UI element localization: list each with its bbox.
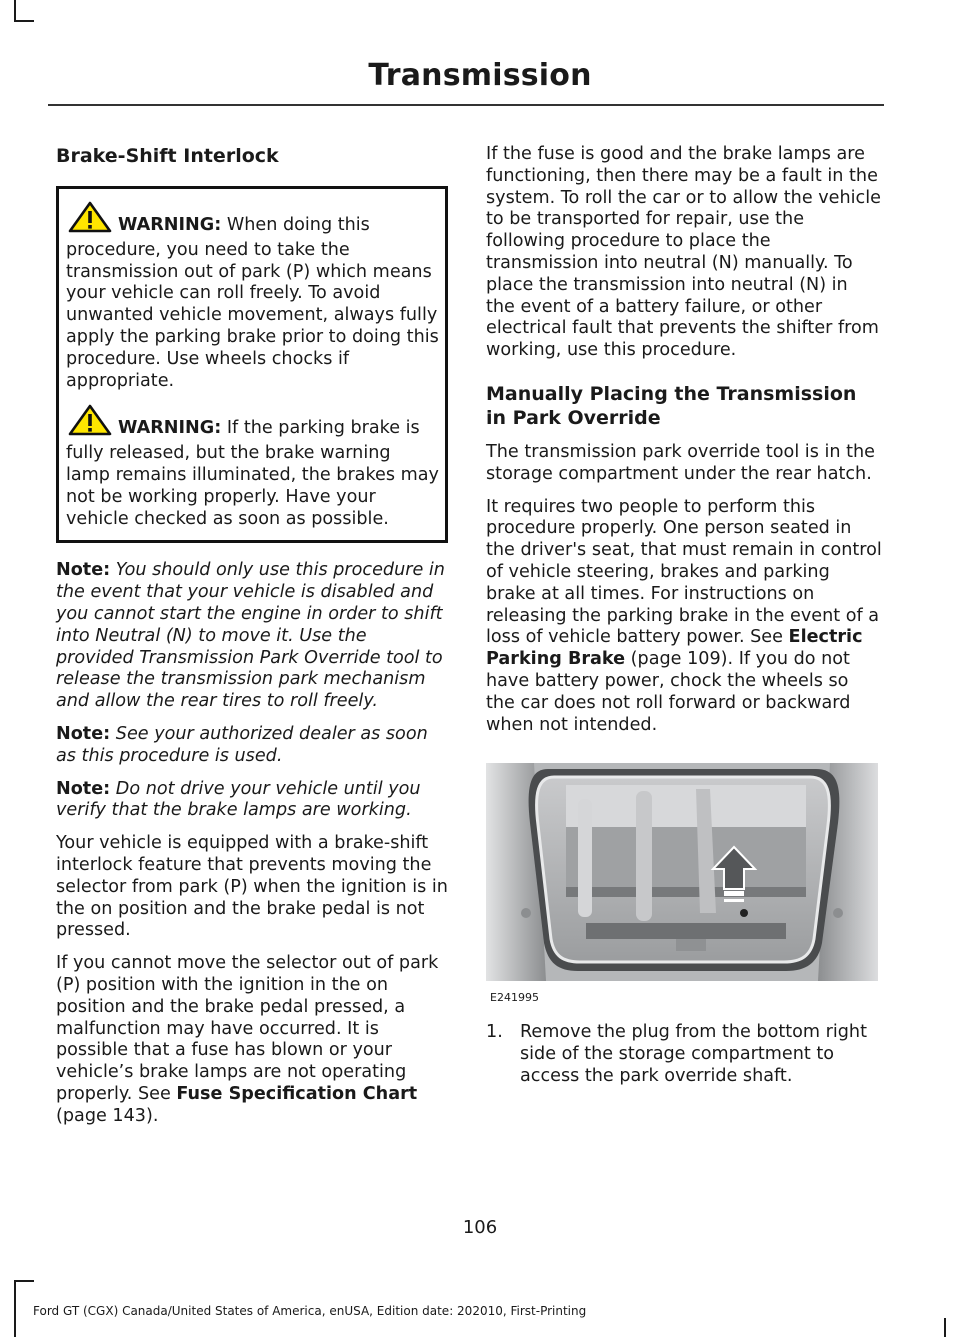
body-text: It requires two people to perform this procedure properly. One person seated in the driver's seat, that must remain in control of vehicle steering, brakes and parking brake at all times. For instructions on releasing the parking brake in the event of a loss of vehicle battery power. See (486, 496, 882, 648)
storage-compartment-illustration (486, 763, 878, 981)
cross-reference-link[interactable]: Electric Parking Brake (486, 627, 863, 670)
note-label: Note: (56, 778, 111, 799)
body-paragraph: If the fuse is good and the brake lamps are functioning, then there may be a fault in the system. To roll the car or to allow the vehicle to be transported for repair, use the following procedure to place the transmission into neutral (N) manually. To place the transmission into neutral (N) in the event of a battery failure, or other electrical fault that prevents the shifter from working, use this procedure. (486, 144, 881, 361)
note-label: Note: (56, 723, 111, 744)
warning-triangle-icon (68, 404, 112, 443)
note-text: You should only use this procedure in the event that your vehicle is disabled and you cannot start the engine in order to shift into Neutral (N) to move it. Use the provided Transmission Park Override tool to release the transmission park mechanism and allow the rear tires to roll freely. (56, 560, 445, 712)
right-column (486, 144, 882, 1088)
crop-mark (14, 1280, 16, 1337)
step-text: Remove the plug from the bottom right side of the storage compartment to access the park override shaft. (520, 1022, 867, 1086)
body-text: (page 143). (56, 1105, 159, 1126)
note-paragraph (56, 779, 448, 823)
figure-code: E241995 (490, 991, 539, 1005)
section-heading: Brake-Shift Interlock (56, 145, 279, 167)
warning-label: WARNING: (118, 418, 222, 439)
page-title: Transmission (368, 58, 592, 93)
body-text: (page 109). If you do not have battery power, chock the wheels so the car does not roll forward or backward when not intended. (486, 649, 851, 735)
header-divider (48, 104, 884, 106)
warning-paragraph (66, 404, 439, 530)
note-label: Note: (56, 560, 111, 581)
warning-label: WARNING: (118, 215, 222, 235)
warning-text: When doing this procedure, you need to take the transmission out of park (P) which means your vehicle can roll freely. To avoid unwanted vehicle movement, always fully apply the parking brake prior to doing this procedure. Use wheels chocks if appropriate. (66, 215, 439, 391)
body-text: If you cannot move the selector out of park (P) position with the ignition in the on position and the brake pedal pressed, a malfunction may have occurred. It is possible that a fuse has blown or your vehicle’s brake lamps are not operating properly. See (56, 953, 439, 1104)
note-text: See your authorized dealer as soon as this procedure is used. (56, 723, 428, 766)
footer-text: Ford GT (CGX) Canada/United States of America, enUSA, Edition date: 202010, First-Printing (33, 1304, 587, 1318)
crop-mark (14, 20, 34, 22)
note-paragraph (56, 724, 448, 768)
section-heading: Manually Placing the Transmission in Park Override (486, 382, 857, 429)
warning-paragraph (66, 201, 439, 392)
warning-triangle-icon (68, 201, 112, 240)
page-number: 106 (462, 1217, 498, 1238)
warning-box (56, 186, 448, 543)
crop-mark (944, 1318, 946, 1337)
note-text: Do not drive your vehicle until you verify that the brake lamps are working. (56, 778, 421, 821)
body-paragraph (486, 497, 882, 737)
cross-reference-link[interactable]: Fuse Specification Chart (176, 1083, 418, 1104)
warning-text: If the parking brake is fully released, but the brake warning lamp remains illuminated, the brakes may not be working properly. Have your vehicle checked as soon as possible. (66, 418, 439, 529)
body-paragraph (56, 953, 448, 1127)
crop-mark (14, 0, 16, 20)
body-paragraph: The transmission park override tool is in the storage compartment under the rear hatch. (486, 441, 875, 484)
left-column (56, 144, 448, 1138)
note-paragraph (56, 560, 448, 713)
step-item (486, 1022, 882, 1087)
crop-mark (14, 1280, 34, 1282)
step-number: 1. (486, 1022, 503, 1043)
body-paragraph: Your vehicle is equipped with a brake-shift interlock feature that prevents moving the selector from park (P) when the ignition is in the on position and the brake pedal is not pressed. (56, 833, 448, 941)
